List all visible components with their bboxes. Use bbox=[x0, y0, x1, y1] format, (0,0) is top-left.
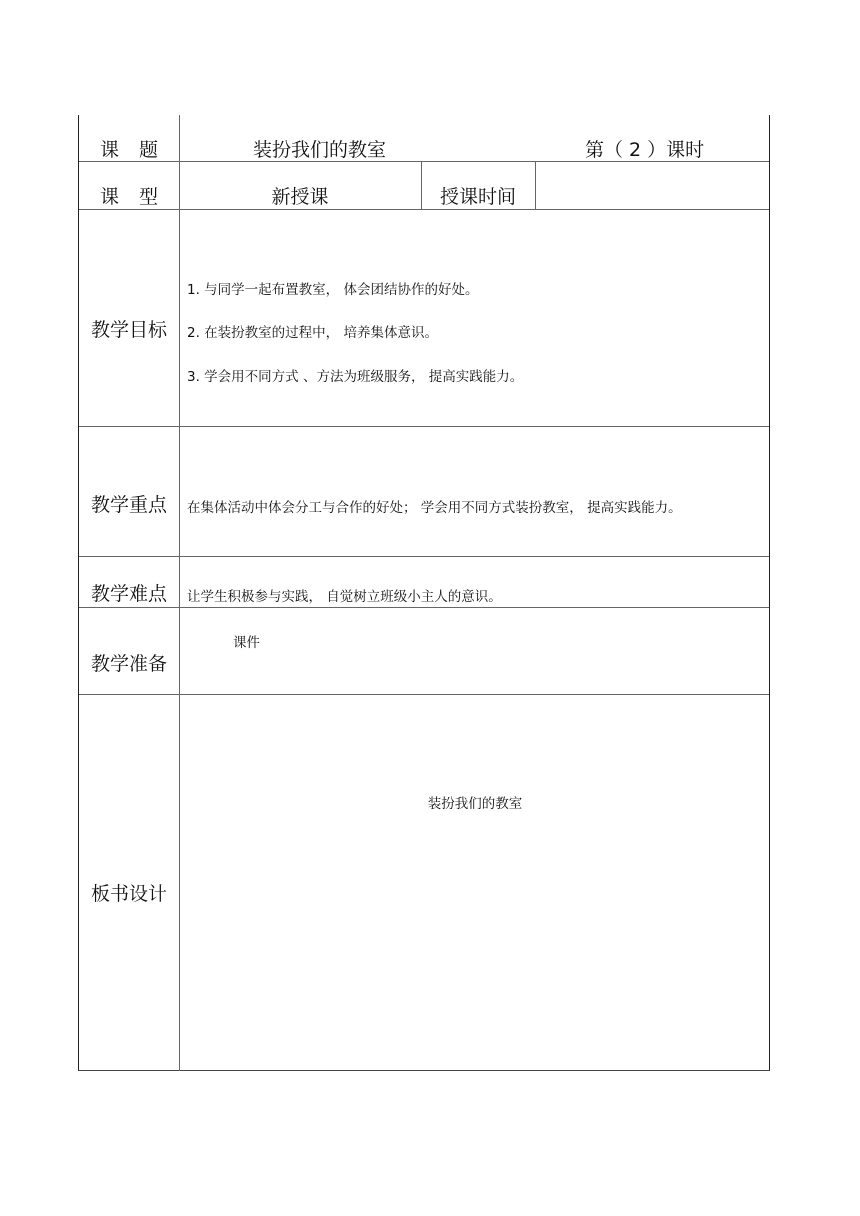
row-divider bbox=[79, 607, 769, 608]
lesson-period: 第（ 2 ）课时 bbox=[585, 139, 705, 161]
objective-item: 1. 与同学一起布置教室， 体会团结协作的好处。 bbox=[187, 282, 479, 298]
preparation-label: 教学准备 bbox=[90, 653, 167, 675]
row-divider bbox=[79, 556, 769, 557]
preparation-text: 课件 bbox=[233, 635, 260, 651]
board-design-label: 板书设计 bbox=[90, 883, 167, 905]
topic-value: 装扮我们的教室 bbox=[253, 139, 387, 161]
key-points-label: 教学重点 bbox=[90, 494, 167, 516]
board-design-text: 装扮我们的教室 bbox=[427, 796, 523, 812]
topic-label: 课 题 bbox=[99, 139, 159, 161]
label-column-divider bbox=[179, 115, 180, 1071]
row-divider bbox=[79, 694, 769, 695]
difficulties-label: 教学难点 bbox=[90, 583, 167, 605]
lesson-plan-table bbox=[78, 115, 770, 1071]
row-divider bbox=[79, 426, 769, 427]
key-points-text: 在集体活动中体会分工与合作的好处； 学会用不同方式装扮教室， 提高实践能力。 bbox=[187, 500, 682, 516]
difficulties-text: 让学生积极参与实践， 自觉树立班级小主人的意识。 bbox=[187, 589, 502, 605]
objective-item: 3. 学会用不同方式 、方法为班级服务， 提高实践能力。 bbox=[187, 369, 524, 385]
time-label: 授课时间 bbox=[439, 186, 516, 208]
objective-item: 2. 在装扮教室的过程中， 培养集体意识。 bbox=[187, 325, 438, 341]
cell-divider bbox=[535, 161, 536, 209]
type-value: 新授课 bbox=[271, 186, 329, 208]
type-label: 课 型 bbox=[99, 186, 159, 208]
objectives-label: 教学目标 bbox=[90, 319, 167, 341]
row-divider bbox=[79, 209, 769, 210]
